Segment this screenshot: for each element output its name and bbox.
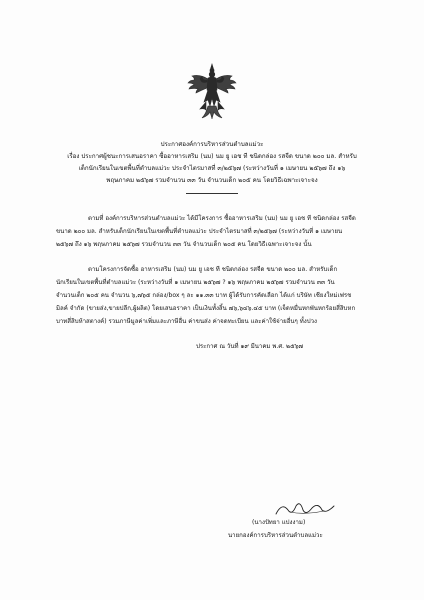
signatory-title: นายกองค์การบริหารส่วนตำบลแม่วะ (228, 532, 323, 539)
announcement-subject-line-2: เด็กนักเรียนในเขตพื้นที่ตำบลแม่วะ ประจำไตรมาสที่ ๓/๒๕๖๗ (ระหว่างวันที่ ๑ เมษายน ๒๕๖๗ ถึง ๑๖ (78, 165, 346, 172)
paragraph-1-line-1: ตามที่ องค์การบริหารส่วนตำบลแม่วะ ได้มีโครงการ ซื้ออาหารเสริม (นม) นม ยู เอช ที ชนิดกล่อง รสจืด (88, 215, 356, 222)
announcement-org-title: ประกาศองค์การบริหารส่วนตำบลแม่วะ (160, 141, 264, 148)
paragraph-1-line-3: ๒๕๖๗ ถึง ๑๖ พฤษภาคม ๒๕๖๗ รวมจำนวน ๓๓ วัน จำนวนเด็ก ๒๐๕ คน โดยวิธีเฉพาะเจาะจง นั้น (56, 241, 312, 248)
paragraph-1-line-2: ขนาด ๒๐๐ มล. สำหรับเด็กนักเรียนในเขตพื้นที่ตำบลแม่วะ ประจำไตรมาสที่ ๓/๒๕๖๗ (ระหว่างวันที่ ๑ เมษายน (56, 228, 343, 235)
divider-line (186, 193, 238, 194)
paragraph-2-line-5: บาทสี่สิบห้าสตางค์) รวมภาษีมูลค่าเพิ่มและภาษีอื่น ค่าขนส่ง ค่าจดทะเบียน และค่าใช้จ่ายอื่นๆ ทั้งปวง (56, 318, 318, 325)
announcement-date: ประกาศ ณ วันที่ ๑๙ มีนาคม พ.ศ. ๒๕๖๗ (196, 343, 304, 350)
signatory-name: (นางปัทยา แปงงาม) (252, 519, 306, 526)
paragraph-2-line-1: ตามโครงการจัดซื้อ อาหารเสริม (นม) นม ยู เอช ที ชนิดกล่อง รสจืด ขนาด ๒๐๐ มล. สำหรับเด็ก (88, 266, 338, 273)
paragraph-2-line-3: จำนวนเด็ก ๒๐๕ คน จำนวน ๖,๗๖๕ กล่อง/box ๆ ละ ๑๑.๓๓ บาท ผู้ได้รับการคัดเลือก ได้แก่ บริษัท เชียงใหม่เฟรช (56, 292, 352, 299)
paragraph-2-line-2: นักเรียนในเขตพื้นที่ตำบลแม่วะ (ระหว่างวันที่ ๑ เมษายน ๒๕๖๗ ? ๑๖ พฤษภาคม ๒๕๖๗ รวมจำนวน ๓๓ วัน (56, 279, 335, 286)
announcement-subject-line-1: เรื่อง ประกาศผู้ชนะการเสนอราคา ซื้ออาหารเสริม (นม) นม ยู เอช ที ชนิดกล่อง รสจืด ขนาด ๒๐๐ มล. สำหรับ (67, 153, 357, 160)
garuda-emblem-icon (186, 62, 238, 120)
announcement-subject-line-3: พฤษภาคม ๒๕๖๗ รวมจำนวน ๓๓ วัน จำนวนเด็ก ๒๐๕ คน โดยวิธีเฉพาะเจาะจง (106, 177, 318, 184)
paragraph-2-line-4: มิลค์ จำกัด (ขายส่ง,ขายปลีก,ผู้ผลิต) โดยเสนอราคา เป็นเงินทั้งสิ้น ๗๖,๖๔๖.๔๕ บาท (เจ็ดหมื่นหกพันหกร้อยสี่สิบหก (56, 305, 356, 312)
